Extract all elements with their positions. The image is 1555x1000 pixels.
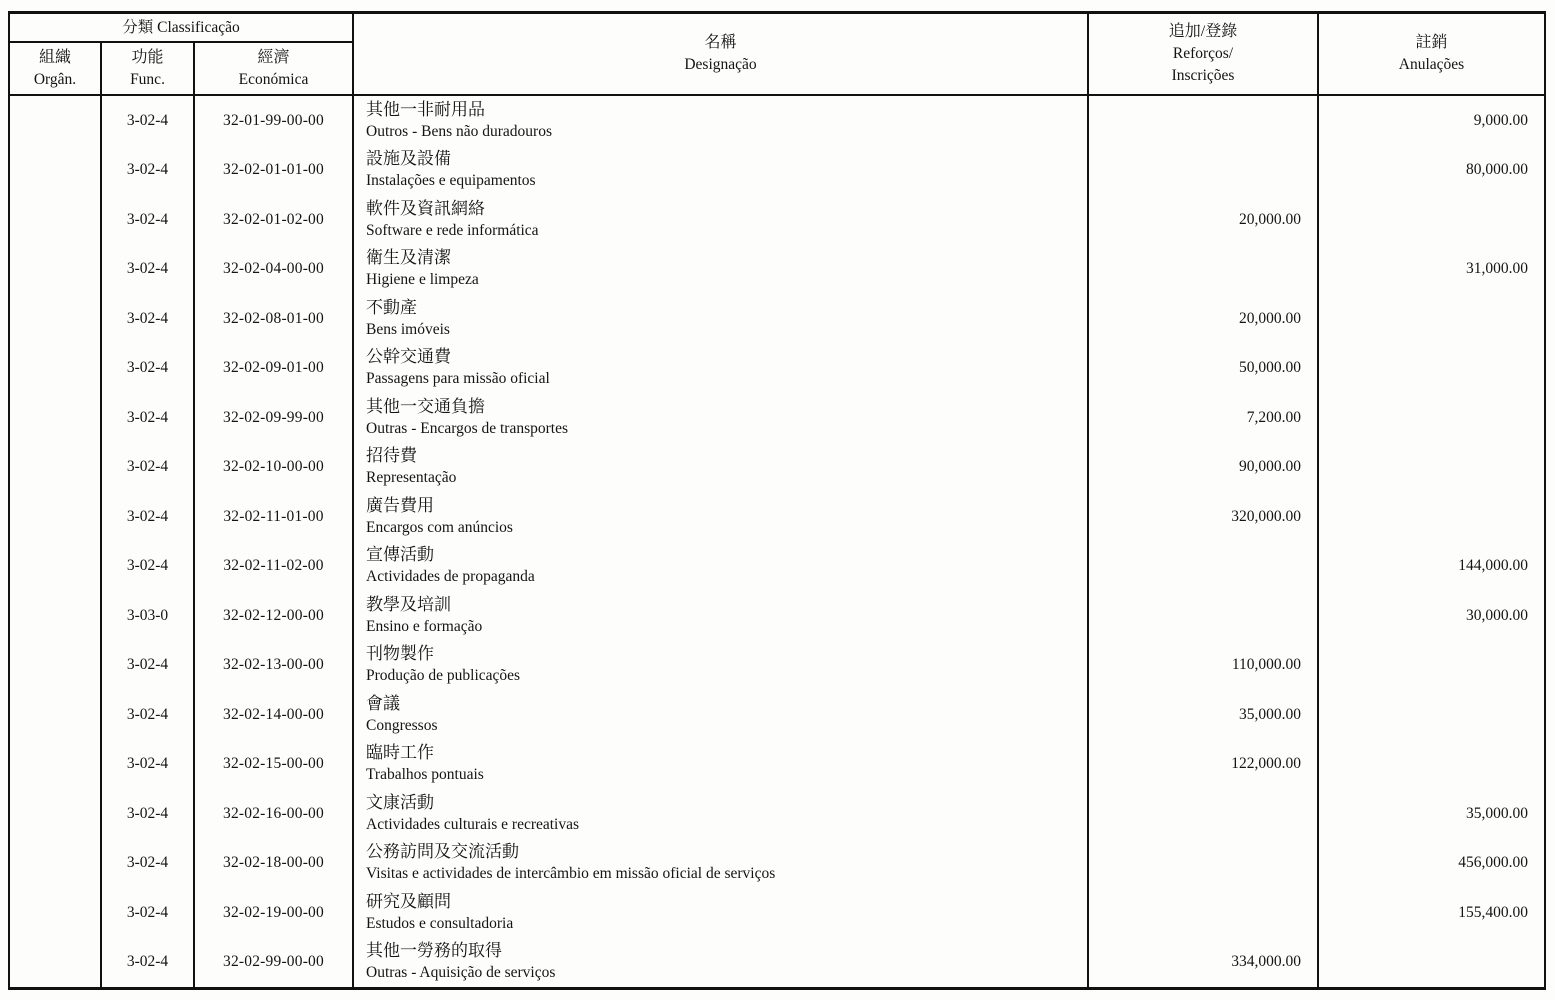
cell-organ — [10, 591, 102, 641]
table-row — [10, 492, 1544, 542]
cell-reforcos: 110,000.00 — [1089, 641, 1319, 691]
designacao-pt: Trabalhos pontuais — [366, 766, 484, 784]
designacao-zh: 臨時工作 — [366, 743, 434, 763]
designacao-pt: Instalações e equipamentos — [366, 172, 536, 190]
cell-func: 3-02-4 — [102, 641, 195, 691]
designacao-zh: 廣告費用 — [366, 495, 434, 515]
cell-anulacoes: 80,000.00 — [1466, 161, 1528, 179]
cell-func: 3-02-4 — [102, 888, 195, 938]
cell-designacao — [354, 888, 1089, 938]
cell-designacao — [354, 542, 1089, 592]
cell-organ — [10, 245, 102, 295]
designacao-zh: 不動產 — [366, 297, 417, 317]
header-organ-zh: 組織 — [38, 48, 71, 66]
cell-reforcos: 334,000.00 — [1089, 938, 1319, 988]
cell-economica: 32-02-11-02-00 — [195, 542, 354, 592]
budget-amendment-table — [8, 11, 1546, 990]
cell-func: 3-02-4 — [102, 740, 195, 790]
cell-organ — [10, 542, 102, 592]
cell-designacao — [354, 740, 1089, 790]
header-anulacoes-pt: Anulações — [1398, 56, 1465, 73]
cell-anulacoes — [1319, 641, 1544, 691]
cell-func: 3-02-4 — [102, 938, 195, 988]
designacao-zh: 其他一交通負擔 — [366, 396, 485, 416]
cell-func: 3-02-4 — [102, 344, 195, 394]
header-organ — [10, 43, 102, 94]
designacao-zh: 公務訪問及交流活動 — [366, 842, 519, 862]
cell-designacao — [354, 96, 1089, 146]
designacao-pt: Encargos com anúncios — [366, 518, 513, 536]
cell-economica: 32-02-19-00-00 — [195, 888, 354, 938]
cell-organ — [10, 393, 102, 443]
designacao-pt: Outros - Bens não duradouros — [366, 122, 552, 140]
cell-designacao — [354, 393, 1089, 443]
cell-designacao — [354, 492, 1089, 542]
cell-designacao — [354, 839, 1089, 889]
cell-economica: 32-02-13-00-00 — [195, 641, 354, 691]
designacao-zh: 研究及顧問 — [366, 891, 451, 911]
cell-designacao — [354, 443, 1089, 493]
cell-designacao — [354, 938, 1089, 988]
designacao-pt: Actividades culturais e recreativas — [366, 815, 580, 833]
cell-func: 3-02-4 — [102, 839, 195, 889]
cell-func: 3-02-4 — [102, 690, 195, 740]
designacao-pt: Outras - Aquisição de serviços — [366, 964, 556, 982]
table-row — [10, 888, 1544, 938]
designacao-zh: 招待費 — [366, 446, 417, 466]
cell-economica: 32-02-18-00-00 — [195, 839, 354, 889]
cell-func: 3-03-0 — [102, 591, 195, 641]
header-reforcos-pt2: Inscrições — [1171, 67, 1235, 84]
cell-economica: 32-02-11-01-00 — [195, 492, 354, 542]
cell-economica: 32-02-15-00-00 — [195, 740, 354, 790]
cell-anulacoes: 9,000.00 — [1473, 111, 1528, 129]
table-row — [10, 839, 1544, 889]
cell-reforcos — [1089, 789, 1319, 839]
cell-anulacoes — [1319, 938, 1544, 988]
cell-reforcos: 20,000.00 — [1089, 294, 1319, 344]
cell-reforcos — [1089, 888, 1319, 938]
header-classification — [10, 14, 354, 43]
cell-designacao — [354, 195, 1089, 245]
designacao-pt: Passagens para missão oficial — [366, 370, 550, 388]
designacao-zh: 文康活動 — [366, 792, 434, 812]
cell-func: 3-02-4 — [102, 195, 195, 245]
header-func — [102, 43, 195, 94]
cell-func: 3-02-4 — [102, 789, 195, 839]
cell-organ — [10, 938, 102, 988]
cell-organ — [10, 195, 102, 245]
designacao-zh: 其他一勞務的取得 — [366, 941, 502, 961]
table-row — [10, 393, 1544, 443]
table-row — [10, 641, 1544, 691]
cell-anulacoes: 144,000.00 — [1458, 557, 1528, 575]
header-reforcos-pt1: Reforços/ — [1172, 45, 1234, 62]
designacao-pt: Representação — [366, 469, 457, 487]
cell-anulacoes — [1319, 740, 1544, 790]
cell-designacao — [354, 690, 1089, 740]
header-designacao — [354, 14, 1089, 94]
table-body — [10, 96, 1544, 987]
table-row — [10, 294, 1544, 344]
cell-organ — [10, 443, 102, 493]
header-anulacoes — [1319, 14, 1544, 94]
cell-func: 3-02-4 — [102, 245, 195, 295]
cell-economica: 32-02-10-00-00 — [195, 443, 354, 493]
cell-reforcos: 122,000.00 — [1089, 740, 1319, 790]
designacao-pt: Higiene e limpeza — [366, 271, 479, 289]
cell-func: 3-02-4 — [102, 96, 195, 146]
designacao-pt: Outras - Encargos de transportes — [366, 419, 569, 437]
header-func-zh: 功能 — [131, 48, 164, 66]
cell-economica: 32-02-99-00-00 — [195, 938, 354, 988]
designacao-zh: 設施及設備 — [366, 149, 451, 169]
cell-func: 3-02-4 — [102, 542, 195, 592]
cell-organ — [10, 344, 102, 394]
designacao-zh: 其他一非耐用品 — [366, 99, 485, 119]
cell-economica: 32-02-09-99-00 — [195, 393, 354, 443]
cell-economica: 32-02-12-00-00 — [195, 591, 354, 641]
header-organ-pt: Orgân. — [33, 70, 77, 88]
header-anulacoes-zh: 註銷 — [1415, 34, 1448, 51]
cell-func: 3-02-4 — [102, 294, 195, 344]
cell-reforcos — [1089, 839, 1319, 889]
cell-economica: 32-02-14-00-00 — [195, 690, 354, 740]
cell-func: 3-02-4 — [102, 146, 195, 196]
cell-reforcos — [1089, 146, 1319, 196]
cell-organ — [10, 294, 102, 344]
designacao-zh: 軟件及資訊網絡 — [366, 198, 485, 218]
cell-designacao — [354, 591, 1089, 641]
cell-organ — [10, 740, 102, 790]
cell-organ — [10, 789, 102, 839]
table-row — [10, 789, 1544, 839]
cell-reforcos — [1089, 245, 1319, 295]
cell-economica: 32-02-09-01-00 — [195, 344, 354, 394]
cell-reforcos: 50,000.00 — [1089, 344, 1319, 394]
cell-designacao — [354, 146, 1089, 196]
table-row — [10, 740, 1544, 790]
cell-organ — [10, 839, 102, 889]
table-row — [10, 245, 1544, 295]
header-reforcos-zh: 追加/登錄 — [1168, 23, 1238, 40]
cell-anulacoes: 35,000.00 — [1466, 804, 1528, 822]
table-row — [10, 96, 1544, 146]
header-economica-zh: 經濟 — [257, 48, 290, 66]
table-header — [10, 14, 1544, 96]
table-row — [10, 690, 1544, 740]
cell-organ — [10, 146, 102, 196]
designacao-zh: 衛生及清潔 — [366, 248, 451, 268]
cell-anulacoes — [1319, 393, 1544, 443]
table-row — [10, 146, 1544, 196]
cell-reforcos: 90,000.00 — [1089, 443, 1319, 493]
cell-economica: 32-02-01-02-00 — [195, 195, 354, 245]
cell-reforcos — [1089, 542, 1319, 592]
cell-anulacoes — [1319, 344, 1544, 394]
header-func-pt: Func. — [130, 70, 165, 88]
table-row — [10, 195, 1544, 245]
header-designacao-zh: 名稱 — [704, 34, 737, 51]
designacao-pt: Congressos — [366, 716, 438, 734]
cell-anulacoes — [1319, 492, 1544, 542]
cell-organ — [10, 888, 102, 938]
designacao-zh: 公幹交通費 — [366, 347, 451, 367]
cell-designacao — [354, 641, 1089, 691]
designacao-zh: 宣傳活動 — [366, 545, 434, 565]
cell-economica: 32-02-08-01-00 — [195, 294, 354, 344]
cell-designacao — [354, 789, 1089, 839]
designacao-pt: Software e rede informática — [366, 221, 539, 239]
cell-anulacoes — [1319, 294, 1544, 344]
cell-func: 3-02-4 — [102, 443, 195, 493]
cell-organ — [10, 690, 102, 740]
cell-economica: 32-02-16-00-00 — [195, 789, 354, 839]
designacao-zh: 教學及培訓 — [366, 594, 451, 614]
cell-anulacoes: 155,400.00 — [1458, 903, 1528, 921]
designacao-zh: 會議 — [366, 693, 400, 713]
cell-organ — [10, 492, 102, 542]
cell-anulacoes — [1319, 690, 1544, 740]
designacao-pt: Bens imóveis — [366, 320, 450, 338]
cell-designacao — [354, 245, 1089, 295]
cell-designacao — [354, 294, 1089, 344]
cell-designacao — [354, 344, 1089, 394]
designacao-pt: Ensino e formação — [366, 617, 483, 635]
cell-organ — [10, 641, 102, 691]
cell-func: 3-02-4 — [102, 492, 195, 542]
cell-reforcos — [1089, 591, 1319, 641]
cell-organ — [10, 96, 102, 146]
cell-anulacoes — [1319, 443, 1544, 493]
cell-reforcos — [1089, 96, 1319, 146]
cell-func: 3-02-4 — [102, 393, 195, 443]
header-economica-pt: Económica — [238, 70, 309, 88]
cell-reforcos: 7,200.00 — [1089, 393, 1319, 443]
cell-anulacoes — [1319, 195, 1544, 245]
header-designacao-pt: Designação — [684, 56, 757, 73]
designacao-pt: Produção de publicações — [366, 667, 521, 685]
designacao-pt: Visitas e actividades de intercâmbio em missão oficial de serviços — [366, 865, 776, 883]
table-row — [10, 938, 1544, 988]
cell-anulacoes: 30,000.00 — [1466, 606, 1528, 624]
header-reforcos — [1089, 14, 1319, 94]
cell-anulacoes: 456,000.00 — [1458, 854, 1528, 872]
table-row — [10, 344, 1544, 394]
designacao-pt: Actividades de propaganda — [366, 568, 535, 586]
designacao-pt: Estudos e consultadoria — [366, 914, 514, 932]
table-row — [10, 443, 1544, 493]
designacao-zh: 刊物製作 — [366, 644, 434, 664]
cell-economica: 32-01-99-00-00 — [195, 96, 354, 146]
table-row — [10, 542, 1544, 592]
cell-economica: 32-02-04-00-00 — [195, 245, 354, 295]
cell-reforcos: 35,000.00 — [1089, 690, 1319, 740]
cell-anulacoes: 31,000.00 — [1466, 260, 1528, 278]
cell-economica: 32-02-01-01-00 — [195, 146, 354, 196]
cell-reforcos: 320,000.00 — [1089, 492, 1319, 542]
cell-reforcos: 20,000.00 — [1089, 195, 1319, 245]
header-economica — [195, 43, 354, 94]
header-classification-label: 分類 Classificação — [122, 18, 240, 36]
table-row — [10, 591, 1544, 641]
